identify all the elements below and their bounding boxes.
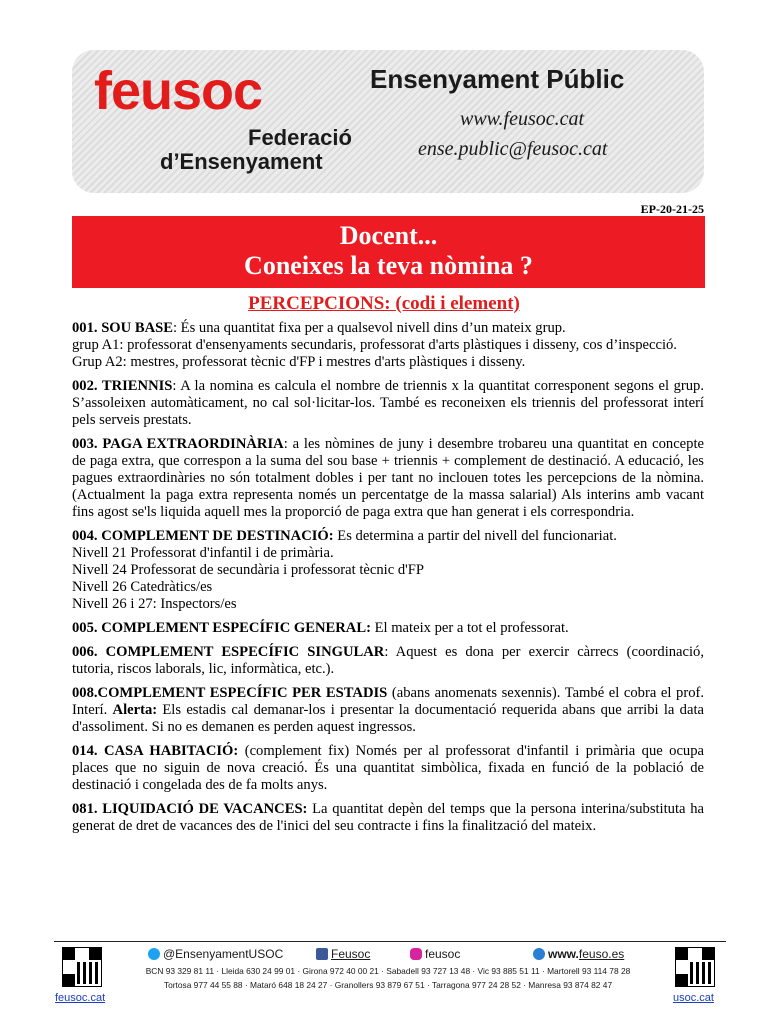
globe-icon	[533, 948, 545, 960]
banner-email-link[interactable]: ense.public@feusoc.cat	[418, 138, 608, 160]
facebook-link[interactable]: Feusoc	[316, 947, 370, 961]
document-reference: EP-20-21-25	[640, 202, 704, 216]
document-body	[72, 320, 704, 842]
banner-title: Ensenyament Públic	[370, 64, 625, 94]
item-001: 001. SOU BASE: És una quantitat fixa per a qualsevol nivell dins d’un mateix grup. grup A1: professorat d'ensenyaments secundaris, professorat d'arts plàstiques i disseny, cos d’inspecció. Grup A2: mestres, professorat tècnic d'FP i mestres d'arts plàstiques i disseny.	[72, 320, 677, 370]
instagram-link[interactable]: feusoc	[410, 947, 460, 961]
item-006: 006. COMPLEMENT ESPECÍFIC SINGULAR: Aquest es dona per exercir càrrecs (coordinació, tutoria, riscos laborals, lic, informàtica, etc.).	[72, 644, 705, 677]
qr-code-icon[interactable]	[62, 947, 102, 987]
banner-web-link[interactable]: www.feusoc.cat	[460, 108, 585, 130]
item-002: 002. TRIENNIS: A la nomina es calcula el nombre de triennis x la quantitat corresponent segons el grup. S’assoleixen automàticament, no cal sol·licitar-los. També es reconeixen els triennis del professorat interí pels serveis prestats.	[72, 378, 705, 428]
item-005: 005. COMPLEMENT ESPECÍFIC GENERAL: El mateix per a tot el professorat.	[72, 620, 569, 636]
twitter-link[interactable]: @EnsenyamentUSOC	[148, 947, 283, 961]
qr-left-caption[interactable]: feusoc.cat	[55, 992, 106, 1004]
item-004: 004. COMPLEMENT DE DESTINACIÓ: Es determina a partir del nivell del funcionariat. Nivell 21 Professorat d'infantil i de primària. Nivell 24 Professorat de secundària i professorat tècnic d'FP Nivell 26 Catedràtics/es Nivell 26 i 27: Inspectors/es	[72, 528, 617, 612]
feusoc-logo: feusoc	[94, 61, 263, 121]
item-014: 014. CASA HABITACIÓ: (complement fix) Només per al professorat d'infantil i primària que ocupa places que no siguin de nova creació. És una quantitat simbòlica, fixada en funció de la població de destinació i congelada des de fa molts anys.	[72, 743, 705, 793]
title-line-1: Docent...	[339, 221, 438, 250]
footer-divider	[54, 941, 726, 942]
twitter-icon	[148, 948, 160, 960]
facebook-icon	[316, 948, 328, 960]
item-003: 003. PAGA EXTRAORDINÀRIA: a les nòmines de juny i desembre trobareu una quantitat en concepte de paga extra, que correspon a la suma del sou base + triennis + complement de destinació. A educació, les pagues extraordinàries no són totalment dobles i per tant no inclouen totes les percepcions de la nòmina. (Actualment la paga extra representa només un percentatge de la massa salarial) Als interins amb vacant fins agost se'ls liquida aquell mes la proporció de paga extra que han generat i els correspondria.	[72, 436, 704, 520]
document-title-box	[72, 216, 705, 288]
federacio-label: Federació d’Ensenyament	[160, 125, 352, 174]
website-link[interactable]: www.feuso.es	[533, 947, 624, 961]
footer-addresses-2: Tortosa 977 44 55 88 · Mataró 648 18 24 27 · Granollers 93 879 67 51 · Tarragona 977 24 28 52 · Manresa 93 874 82 47	[163, 980, 613, 990]
qr-code-icon[interactable]	[675, 947, 715, 987]
header-banner	[72, 50, 704, 193]
section-title: PERCEPCIONS: (codi i element)	[248, 293, 520, 314]
item-008: 008.COMPLEMENT ESPECÍFIC PER ESTADIS (abans anomenats sexennis). També el cobra el prof. Interí. Alerta: Els estadis cal demanar-los i presentar la documentació requerida abans que arribi la data d'assoliment. Si no es demanen es perden aquest ingressos.	[72, 685, 704, 735]
footer-addresses-1: BCN 93 329 81 11 · Lleida 630 24 99 01 · Girona 972 40 00 21 · Sabadell 93 727 13 48 · Vic 93 885 51 11 · Martorell 93 114 78 28	[145, 966, 631, 976]
title-line-2: Coneixes la teva nòmina ?	[244, 251, 533, 280]
instagram-icon	[410, 948, 422, 960]
qr-right-caption[interactable]: usoc.cat	[673, 992, 714, 1004]
item-081: 081. LIQUIDACIÓ DE VACANCES: La quantitat depèn del temps que la persona interina/substituta ha generat de dret de vacances des de l'inici del seu contracte i fins la finalització del mateix.	[72, 801, 704, 834]
